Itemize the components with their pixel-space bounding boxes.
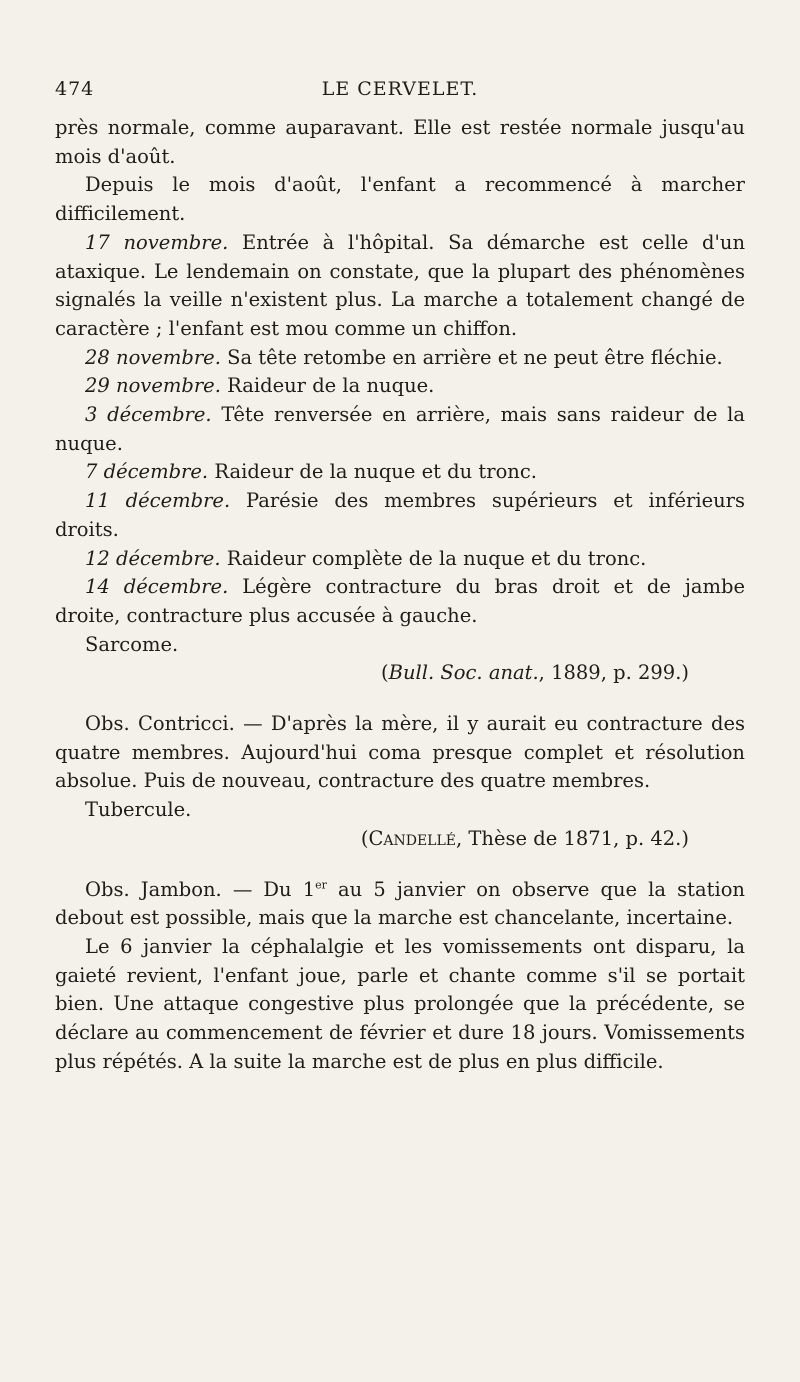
paragraph-end: au 5 janvier on observe que la station debout est possible, mais que la marche est chancelante, incertaine. <box>55 877 745 930</box>
entry-date: 28 novembre. <box>85 345 221 369</box>
paragraph-dated <box>55 458 745 487</box>
running-title: LE CERVELET. <box>321 78 479 100</box>
paragraph: Depuis le mois d'août, l'enfant a recommencé à marcher difficilement. <box>55 173 745 226</box>
entry-text: Entrée à l'hôpital. Sa démarche est celle d'un ataxique. Le lendemain on constate, que la plupart des phénomènes signalés la veille n'existent plus. La marche a totalement changé de caractère ; l'enfant est mou comme un chiffon. <box>55 230 745 340</box>
paragraph-dated <box>55 229 745 344</box>
citation-details: , Thèse de 1871, p. 42.) <box>456 826 689 850</box>
paragraph: près normale, comme auparavant. Elle est restée normale jusqu'au mois d'août. <box>55 116 745 168</box>
paragraph-start: Obs. Jambon. — Du 1 <box>85 877 316 901</box>
citation <box>55 659 745 688</box>
entry-date: 29 novembre. <box>85 374 221 398</box>
entry-date: 12 décembre. <box>85 546 221 570</box>
entry-text: Sa tête retombe en arrière et ne peut être fléchie. <box>220 345 723 369</box>
citation-title: Bull. Soc. anat. <box>388 661 539 685</box>
citation-paren: ( <box>360 826 369 850</box>
citation-paren: ( <box>381 661 389 685</box>
citation <box>55 825 745 854</box>
entry-date: 11 décembre. <box>85 489 231 513</box>
entry-date: 7 décembre. <box>85 460 209 484</box>
paragraph-dated <box>55 401 745 458</box>
book-page <box>55 78 745 1077</box>
diagnosis: Sarcome. <box>85 632 179 656</box>
entry-text: Parésie des membres supérieurs et inférieurs droits. <box>55 489 745 541</box>
paragraph-dated <box>55 487 745 544</box>
entry-text: Raideur de la nuque et du tronc. <box>208 460 537 484</box>
page-content <box>55 114 745 1077</box>
entry-text: Légère contracture du bras droit et de jambe droite, contracture plus accusée à gauche. <box>55 575 746 627</box>
paragraph <box>55 876 745 933</box>
entry-date: 17 novembre. <box>85 230 229 254</box>
entry-date: 3 décembre. <box>85 403 212 427</box>
entry-text: Raideur de la nuque. <box>220 374 435 398</box>
citation-author: Candellé <box>368 826 456 850</box>
paragraph-dated <box>55 344 745 373</box>
paragraph-dated <box>55 573 745 630</box>
paragraph-dated <box>55 545 745 574</box>
entry-date: 14 décembre. <box>85 575 229 599</box>
entry-text: Tête renversée en arrière, mais sans raideur de la nuque. <box>55 403 745 455</box>
superscript: er <box>315 878 327 892</box>
spacer <box>55 854 745 876</box>
diagnosis: Tubercule. <box>85 798 192 822</box>
page-number: 474 <box>55 78 95 100</box>
entry-text: Raideur complète de la nuque et du tronc. <box>220 546 647 570</box>
spacer <box>55 688 745 710</box>
running-head <box>55 78 745 108</box>
citation-details: , 1889, p. 299.) <box>538 661 689 685</box>
paragraph: Obs. Contricci. — D'après la mère, il y aurait eu contracture des quatre membres. Aujourd'hui coma presque complet et résolution absolue. Puis de nouveau, contracture des quatre membres. <box>55 712 745 793</box>
paragraph-dated <box>55 372 745 401</box>
paragraph: Le 6 janvier la céphalalgie et les vomissements ont disparu, la gaieté revient, l'enfant joue, parle et chante comme s'il se portait bien. Une attaque congestive plus prolongée que la précédente, se déclare au commencement de février et dure 18 jours. Vomissements plus répétés. A la suite la marche est de plus en plus difficile. <box>55 934 745 1073</box>
